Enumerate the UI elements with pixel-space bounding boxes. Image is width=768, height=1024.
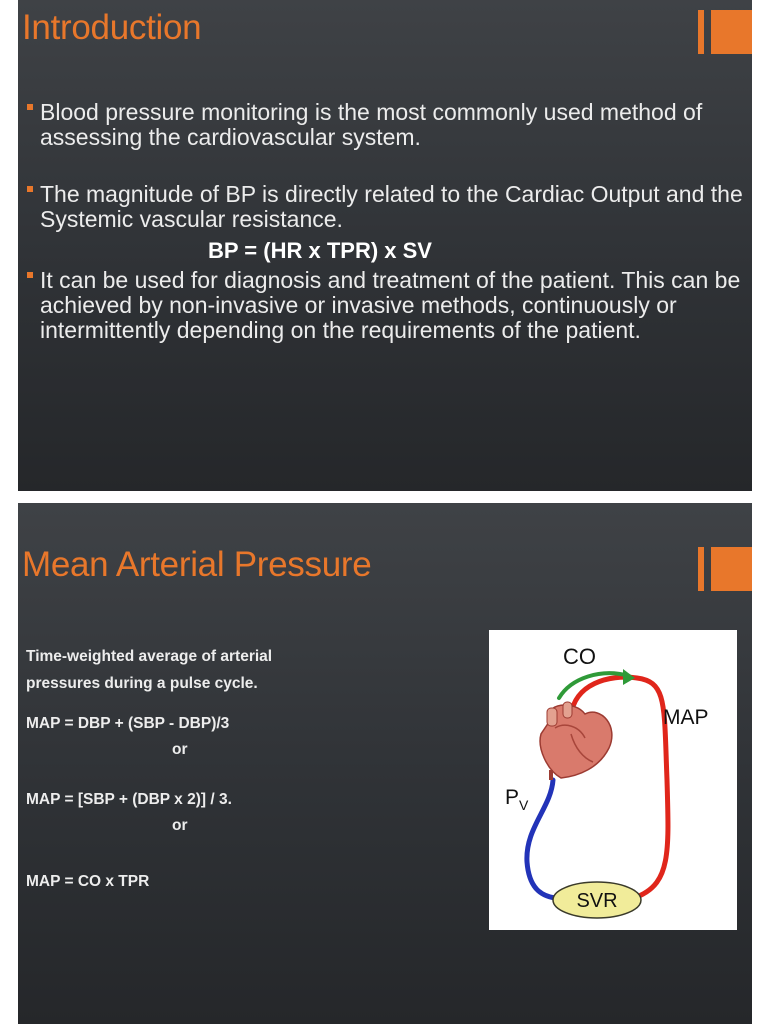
map-equation-3: MAP = CO x TPR (26, 873, 150, 890)
bullet-marker (27, 104, 33, 110)
title-accent-bars (698, 10, 752, 54)
svr-label: SVR (576, 890, 618, 912)
pv-label-main: P (505, 786, 520, 809)
map-label: MAP (663, 706, 709, 729)
bullet-text: Blood pressure monitoring is the most commonly used method of assessing the cardiovascular system. (40, 99, 703, 150)
accent-bar-wide (711, 547, 752, 591)
or-text: or (172, 817, 188, 834)
bullet-item (24, 268, 744, 343)
accent-bar-wide (711, 10, 752, 54)
bullet-marker (27, 186, 33, 192)
slide-introduction (18, 0, 752, 491)
arterial-path (571, 677, 668, 896)
bullet-marker (27, 272, 33, 278)
circulation-diagram (489, 630, 737, 930)
arrow-head (623, 669, 635, 685)
accent-bar-thin (698, 10, 704, 54)
map-definition-block (26, 643, 386, 895)
title-accent-bars (698, 547, 752, 591)
venous-path (527, 780, 555, 898)
slide-title: Introduction (22, 8, 202, 47)
bullet-item (24, 182, 744, 264)
bullet-text: The magnitude of BP is directly related to the Cardiac Output and the Systemic vascular resistance. (40, 181, 743, 232)
pv-label-subscript: V (519, 797, 529, 813)
map-equation-1: MAP = DBP + (SBP - DBP)/3 (26, 715, 230, 732)
pv-label (505, 786, 529, 813)
bullet-list (24, 100, 744, 343)
bullet-text: It can be used for diagnosis and treatment of the patient. This can be achieved by non-invasive or invasive methods, continuously or intermittently depending on the requirements of the patient. (40, 267, 741, 343)
definition-line: Time-weighted average of arterial (26, 648, 273, 665)
circulation-diagram-svg (489, 630, 737, 930)
map-equation-2: MAP = [SBP + (DBP x 2)] / 3. (26, 791, 232, 808)
definition-line: pressures during a pulse cycle. (26, 675, 258, 692)
heart-icon (540, 702, 612, 780)
or-text: or (172, 741, 188, 758)
slide-title: Mean Arterial Pressure (22, 545, 372, 584)
bp-formula: BP = (HR x TPR) x SV (208, 238, 432, 263)
accent-bar-thin (698, 547, 704, 591)
bullet-item (24, 100, 744, 150)
slide-mean-arterial-pressure (18, 503, 752, 1024)
co-label: CO (563, 644, 596, 669)
